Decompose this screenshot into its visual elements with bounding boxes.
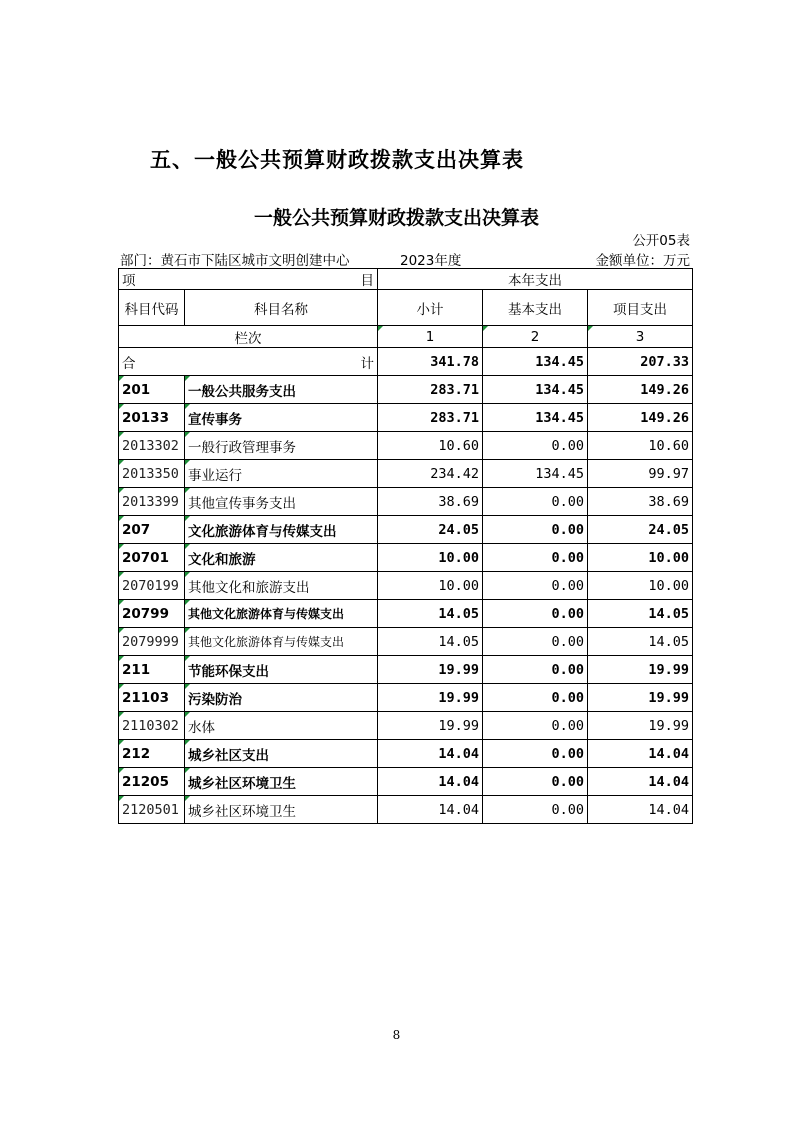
header-item-cell xyxy=(119,269,378,290)
row-basic: 0.00 xyxy=(483,488,588,516)
table-row xyxy=(119,628,693,656)
table-row xyxy=(119,768,693,796)
row-basic: 0.00 xyxy=(483,656,588,684)
row-project: 10.60 xyxy=(588,432,693,460)
column-label: 栏次 xyxy=(119,326,378,348)
col-number-1: 1 xyxy=(378,326,483,348)
table-row xyxy=(119,376,693,404)
col-number-3: 3 xyxy=(588,326,693,348)
row-code: 21103 xyxy=(119,684,185,712)
row-subtotal: 14.05 xyxy=(378,600,483,628)
row-name: 节能环保支出 xyxy=(185,656,378,684)
header-item-right: 目 xyxy=(360,273,374,289)
row-project: 14.04 xyxy=(588,740,693,768)
row-basic: 0.00 xyxy=(483,712,588,740)
total-row xyxy=(119,348,693,376)
row-code: 2120501 xyxy=(119,796,185,824)
row-name: 文化和旅游 xyxy=(185,544,378,572)
table-row xyxy=(119,432,693,460)
row-subtotal: 10.00 xyxy=(378,544,483,572)
row-name: 城乡社区环境卫生 xyxy=(185,768,378,796)
form-code: 公开05表 xyxy=(632,233,690,249)
table-row xyxy=(119,600,693,628)
row-name: 一般行政管理事务 xyxy=(185,432,378,460)
row-project: 10.00 xyxy=(588,572,693,600)
row-subtotal: 283.71 xyxy=(378,404,483,432)
table-row xyxy=(119,656,693,684)
header-name: 科目名称 xyxy=(185,290,378,326)
row-project: 19.99 xyxy=(588,684,693,712)
row-project: 19.99 xyxy=(588,656,693,684)
total-right: 计 xyxy=(360,355,374,372)
total-subtotal: 341.78 xyxy=(378,348,483,376)
row-basic: 0.00 xyxy=(483,544,588,572)
table-title: 一般公共预算财政拨款支出决算表 xyxy=(253,207,539,229)
row-project: 19.99 xyxy=(588,712,693,740)
row-name: 其他宣传事务支出 xyxy=(185,488,378,516)
total-left: 合 xyxy=(122,355,136,372)
row-subtotal: 19.99 xyxy=(378,684,483,712)
table-row xyxy=(119,544,693,572)
row-project: 14.05 xyxy=(588,628,693,656)
row-basic: 0.00 xyxy=(483,516,588,544)
row-project: 14.04 xyxy=(588,796,693,824)
row-code: 20799 xyxy=(119,600,185,628)
row-code: 2070199 xyxy=(119,572,185,600)
row-basic: 0.00 xyxy=(483,768,588,796)
row-project: 10.00 xyxy=(588,544,693,572)
row-project: 14.05 xyxy=(588,600,693,628)
row-project: 14.04 xyxy=(588,768,693,796)
row-code: 21205 xyxy=(119,768,185,796)
row-code: 20701 xyxy=(119,544,185,572)
header-subtotal: 小计 xyxy=(378,290,483,326)
row-subtotal: 14.04 xyxy=(378,796,483,824)
row-name: 其他文化和旅游支出 xyxy=(185,572,378,600)
row-project: 38.69 xyxy=(588,488,693,516)
row-project: 99.97 xyxy=(588,460,693,488)
row-basic: 134.45 xyxy=(483,404,588,432)
row-subtotal: 10.00 xyxy=(378,572,483,600)
row-code: 201 xyxy=(119,376,185,404)
row-basic: 0.00 xyxy=(483,600,588,628)
header-row-1 xyxy=(119,269,693,290)
row-basic: 0.00 xyxy=(483,432,588,460)
row-name: 污染防治 xyxy=(185,684,378,712)
header-this-year: 本年支出 xyxy=(378,269,693,290)
year-label: 2023年度 xyxy=(400,253,462,269)
row-subtotal: 283.71 xyxy=(378,376,483,404)
header-item-left: 项 xyxy=(122,273,136,289)
table-row xyxy=(119,516,693,544)
row-subtotal: 14.04 xyxy=(378,740,483,768)
row-subtotal: 38.69 xyxy=(378,488,483,516)
row-code: 211 xyxy=(119,656,185,684)
row-subtotal: 10.60 xyxy=(378,432,483,460)
row-subtotal: 19.99 xyxy=(378,712,483,740)
total-project: 207.33 xyxy=(588,348,693,376)
row-basic: 0.00 xyxy=(483,684,588,712)
table-row xyxy=(119,684,693,712)
department-label: 部门：黄石市下陆区城市文明创建中心 xyxy=(120,253,350,269)
row-subtotal: 234.42 xyxy=(378,460,483,488)
row-code: 207 xyxy=(119,516,185,544)
table-row xyxy=(119,460,693,488)
row-name: 水体 xyxy=(185,712,378,740)
row-basic: 134.45 xyxy=(483,460,588,488)
row-name: 事业运行 xyxy=(185,460,378,488)
row-name: 文化旅游体育与传媒支出 xyxy=(185,516,378,544)
unit-label: 金额单位：万元 xyxy=(595,253,690,269)
row-subtotal: 19.99 xyxy=(378,656,483,684)
row-name: 宣传事务 xyxy=(185,404,378,432)
header-project: 项目支出 xyxy=(588,290,693,326)
section-title: 五、一般公共预算财政拨款支出决算表 xyxy=(150,148,524,172)
col-number-2: 2 xyxy=(483,326,588,348)
table-row xyxy=(119,712,693,740)
total-basic: 134.45 xyxy=(483,348,588,376)
row-basic: 134.45 xyxy=(483,376,588,404)
header-row-3 xyxy=(119,326,693,348)
row-basic: 0.00 xyxy=(483,628,588,656)
row-name: 其他文化旅游体育与传媒支出 xyxy=(185,628,378,656)
header-code: 科目代码 xyxy=(119,290,185,326)
row-code: 212 xyxy=(119,740,185,768)
row-name: 其他文化旅游体育与传媒支出 xyxy=(185,600,378,628)
header-row-2 xyxy=(119,290,693,326)
row-basic: 0.00 xyxy=(483,740,588,768)
row-code: 2013350 xyxy=(119,460,185,488)
row-subtotal: 14.05 xyxy=(378,628,483,656)
row-code: 2110302 xyxy=(119,712,185,740)
row-project: 149.26 xyxy=(588,404,693,432)
row-name: 一般公共服务支出 xyxy=(185,376,378,404)
table-row xyxy=(119,796,693,824)
header-basic: 基本支出 xyxy=(483,290,588,326)
table-row xyxy=(119,740,693,768)
row-subtotal: 24.05 xyxy=(378,516,483,544)
row-name: 城乡社区支出 xyxy=(185,740,378,768)
expenditure-table xyxy=(118,268,693,824)
row-project: 24.05 xyxy=(588,516,693,544)
table-row xyxy=(119,572,693,600)
table-row xyxy=(119,488,693,516)
total-label-cell xyxy=(119,348,378,376)
row-code: 2013399 xyxy=(119,488,185,516)
row-name: 城乡社区环境卫生 xyxy=(185,796,378,824)
row-project: 149.26 xyxy=(588,376,693,404)
row-code: 20133 xyxy=(119,404,185,432)
table-row xyxy=(119,404,693,432)
page-number: 8 xyxy=(392,1028,401,1042)
row-code: 2079999 xyxy=(119,628,185,656)
row-basic: 0.00 xyxy=(483,572,588,600)
row-basic: 0.00 xyxy=(483,796,588,824)
row-code: 2013302 xyxy=(119,432,185,460)
row-subtotal: 14.04 xyxy=(378,768,483,796)
